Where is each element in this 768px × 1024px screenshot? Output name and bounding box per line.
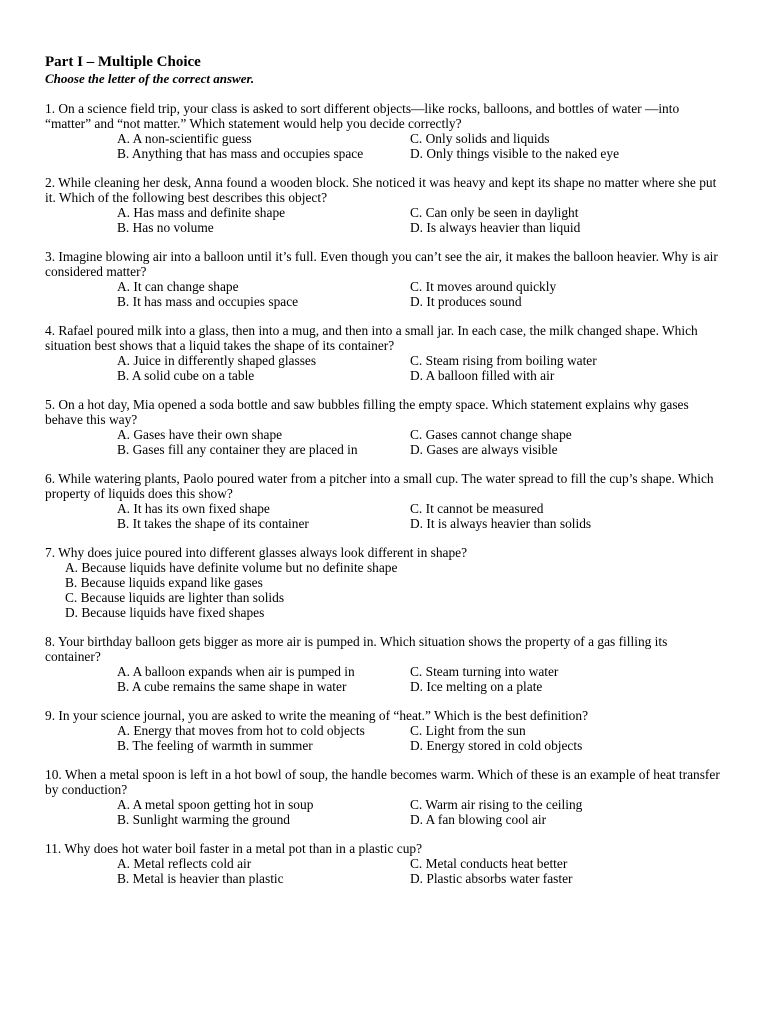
answer-choice: D. Gases are always visible — [410, 442, 558, 457]
answer-choice: B. Sunlight warming the ground — [117, 812, 290, 827]
answer-choice: B. Has no volume — [117, 220, 214, 235]
question-stem: 6. While watering plants, Paolo poured water from a pitcher into a small cup. The water spread to fill the cup’s shape. Which property of liquids does this show? — [45, 471, 714, 501]
answer-choice: A. Energy that moves from hot to cold objects — [117, 723, 365, 738]
answer-choice: A. Juice in differently shaped glasses — [117, 353, 317, 368]
answer-options — [117, 279, 725, 309]
answer-choice: D. A fan blowing cool air — [410, 812, 547, 827]
question-stem: 2. While cleaning her desk, Anna found a wooden block. She noticed it was heavy and kept its shape no matter where she put it. Which of the following best describes this object? — [45, 175, 717, 205]
answer-choice: C. Metal conducts heat better — [410, 856, 568, 871]
answer-choice: B. Because liquids expand like gases — [65, 575, 263, 590]
question-11 — [45, 841, 725, 886]
answer-choice: D. It produces sound — [410, 294, 522, 309]
question-3 — [45, 249, 725, 309]
answer-choice: C. Steam turning into water — [410, 664, 559, 679]
question-1 — [45, 101, 725, 161]
answer-options — [117, 353, 725, 383]
answer-list — [65, 560, 725, 620]
answer-options — [117, 664, 725, 694]
question-8 — [45, 634, 725, 694]
answer-options — [117, 205, 725, 235]
answer-choice: B. A solid cube on a table — [117, 368, 255, 383]
question-4 — [45, 323, 725, 383]
answer-choice: D. Plastic absorbs water faster — [410, 871, 573, 886]
answer-choice: D. Is always heavier than liquid — [410, 220, 581, 235]
answer-choice: B. Metal is heavier than plastic — [117, 871, 284, 886]
answer-choice: C. It moves around quickly — [410, 279, 557, 294]
question-6 — [45, 471, 725, 531]
answer-choice: B. The feeling of warmth in summer — [117, 738, 313, 753]
question-stem: 5. On a hot day, Mia opened a soda bottle and saw bubbles filling the empty space. Which statement explains why gases behave this way? — [45, 397, 689, 427]
question-5 — [45, 397, 725, 457]
answer-choice: B. It takes the shape of its container — [117, 516, 309, 531]
answer-choice: B. It has mass and occupies space — [117, 294, 299, 309]
answer-choice: C. Gases cannot change shape — [410, 427, 572, 442]
answer-choice: B. Anything that has mass and occupies space — [117, 146, 364, 161]
section-title: Part I – Multiple Choice — [45, 54, 201, 70]
answer-choice: C. Only solids and liquids — [410, 131, 550, 146]
answer-choice: A. Because liquids have definite volume but no definite shape — [65, 560, 398, 575]
answer-options — [117, 723, 725, 753]
answer-choice: D. Only things visible to the naked eye — [410, 146, 620, 161]
question-stem: 7. Why does juice poured into different glasses always look different in shape? — [45, 545, 468, 560]
answer-choice: D. A balloon filled with air — [410, 368, 555, 383]
answer-options — [117, 501, 725, 531]
question-stem: 11. Why does hot water boil faster in a metal pot than in a plastic cup? — [45, 841, 423, 856]
answer-choice: A. It can change shape — [117, 279, 239, 294]
question-10 — [45, 767, 725, 827]
answer-choice: A. It has its own fixed shape — [117, 501, 270, 516]
answer-choice: A. Has mass and definite shape — [117, 205, 286, 220]
answer-choice: C. It cannot be measured — [410, 501, 544, 516]
worksheet-page — [45, 54, 725, 886]
answer-choice: C. Light from the sun — [410, 723, 526, 738]
question-stem: 8. Your birthday balloon gets bigger as more air is pumped in. Which situation shows the property of a gas filling its container? — [45, 634, 668, 664]
answer-choice: C. Warm air rising to the ceiling — [410, 797, 583, 812]
answer-choice: C. Steam rising from boiling water — [410, 353, 597, 368]
question-stem: 9. In your science journal, you are asked to write the meaning of “heat.” Which is the best definition? — [45, 708, 589, 723]
answer-choice: D. Energy stored in cold objects — [410, 738, 583, 753]
answer-choice: C. Can only be seen in daylight — [410, 205, 579, 220]
answer-choice: A. Metal reflects cold air — [117, 856, 252, 871]
question-9 — [45, 708, 725, 753]
answer-choice: C. Because liquids are lighter than solids — [65, 590, 285, 605]
section-instruction: Choose the letter of the correct answer. — [45, 71, 255, 86]
answer-options — [117, 427, 725, 457]
question-2 — [45, 175, 725, 235]
question-stem: 10. When a metal spoon is left in a hot bowl of soup, the handle becomes warm. Which of these is an example of heat transfer by conduction? — [45, 767, 720, 797]
answer-choice: D. Ice melting on a plate — [410, 679, 543, 694]
question-stem: 4. Rafael poured milk into a glass, then into a mug, and then into a small jar. In each case, the milk changed shape. Which situation best shows that a liquid takes the shape of its container? — [45, 323, 698, 353]
question-stem: 3. Imagine blowing air into a balloon until it’s full. Even though you can’t see the air, it makes the balloon heavier. Why is air considered matter? — [45, 249, 718, 279]
answer-choice: A. A non-scientific guess — [117, 131, 252, 146]
answer-choice: B. Gases fill any container they are placed in — [117, 442, 358, 457]
answer-choice: A. Gases have their own shape — [117, 427, 283, 442]
question-list — [45, 101, 725, 886]
answer-choice: A. A metal spoon getting hot in soup — [117, 797, 314, 812]
question-7 — [45, 545, 725, 620]
answer-options — [117, 131, 725, 161]
answer-options — [117, 797, 725, 827]
answer-options — [117, 856, 725, 886]
question-stem: 1. On a science field trip, your class is asked to sort different objects—like rocks, balloons, and bottles of water —into “matter” and “not matter.” Which statement would help you decide correctly? — [45, 101, 680, 131]
answer-choice: D. It is always heavier than solids — [410, 516, 592, 531]
answer-choice: D. Because liquids have fixed shapes — [65, 605, 265, 620]
answer-choice: A. A balloon expands when air is pumped in — [117, 664, 355, 679]
answer-choice: B. A cube remains the same shape in water — [117, 679, 347, 694]
